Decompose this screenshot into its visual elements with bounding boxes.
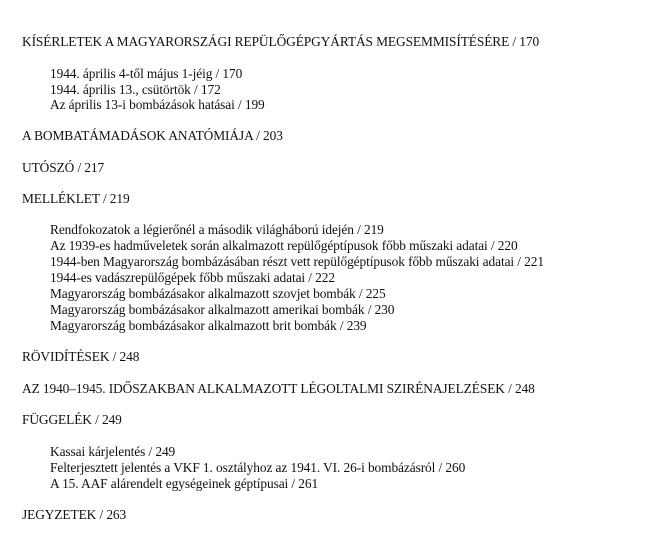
toc-subentry-szovjet-bombak: Magyarország bombázásakor alkalmazott szovjet bombák / 225	[50, 286, 386, 301]
toc-subentry-kassai: Kassai kárjelentés / 249	[50, 444, 176, 459]
toc-subentry-15-aaf: A 15. AAF alárendelt egységeinek géptípusai / 261	[50, 476, 319, 491]
toc-subentry-aprilis-13: 1944. április 13., csütörtök / 172	[50, 82, 221, 97]
toc-subentry-rendfokozatok: Rendfokozatok a légierőnél a második világháború idején / 219	[50, 222, 384, 237]
toc-subentry-1939-gepek: Az 1939-es hadműveletek során alkalmazott repülőgéptípusok főbb műszaki adatai / 220	[50, 238, 518, 253]
toc-heading-szirenajelzesek: AZ 1940–1945. IDŐSZAKBAN ALKALMAZOTT LÉGOLTALMI SZIRÉNAJELZÉSEK / 248	[22, 381, 535, 396]
toc-subentry-brit-bombak: Magyarország bombázásakor alkalmazott brit bombák / 239	[50, 318, 367, 333]
toc-heading-fuggelek: FÜGGELÉK / 249	[22, 412, 122, 427]
toc-subentry-vadaszrepulogepek: 1944-es vadászrepülőgépek főbb műszaki adatai / 222	[50, 270, 335, 285]
toc-heading-melleklet: MELLÉKLET / 219	[22, 191, 130, 206]
toc-heading-kiserletek: KÍSÉRLETEK A MAGYARORSZÁGI REPÜLŐGÉPGYÁRTÁS MEGSEMMISÍTÉSÉRE / 170	[22, 34, 540, 49]
toc-subentry-1944-gepek: 1944-ben Magyarország bombázásában részt vett repülőgéptípusok főbb műszaki adatai / 221	[50, 254, 544, 269]
toc-heading-roviditesek: RÖVIDÍTÉSEK / 248	[22, 349, 140, 364]
toc-heading-bombatamadasok: A BOMBATÁMADÁSOK ANATÓMIÁJA / 203	[22, 128, 283, 143]
toc-subentry-vkf-jelentes: Felterjesztett jelentés a VKF 1. osztályhoz az 1941. VI. 26-i bombázásról / 260	[50, 460, 466, 475]
toc-subentry-amerikai-bombak: Magyarország bombázásakor alkalmazott amerikai bombák / 230	[50, 302, 395, 317]
toc-subentry-aprilis-4: 1944. április 4-től május 1-jéig / 170	[50, 66, 243, 81]
toc-subentry-hatasai: Az április 13-i bombázások hatásai / 199	[50, 97, 265, 112]
toc-heading-jegyzetek: JEGYZETEK / 263	[22, 507, 127, 522]
toc-heading-utoszo: UTÓSZÓ / 217	[22, 160, 105, 175]
